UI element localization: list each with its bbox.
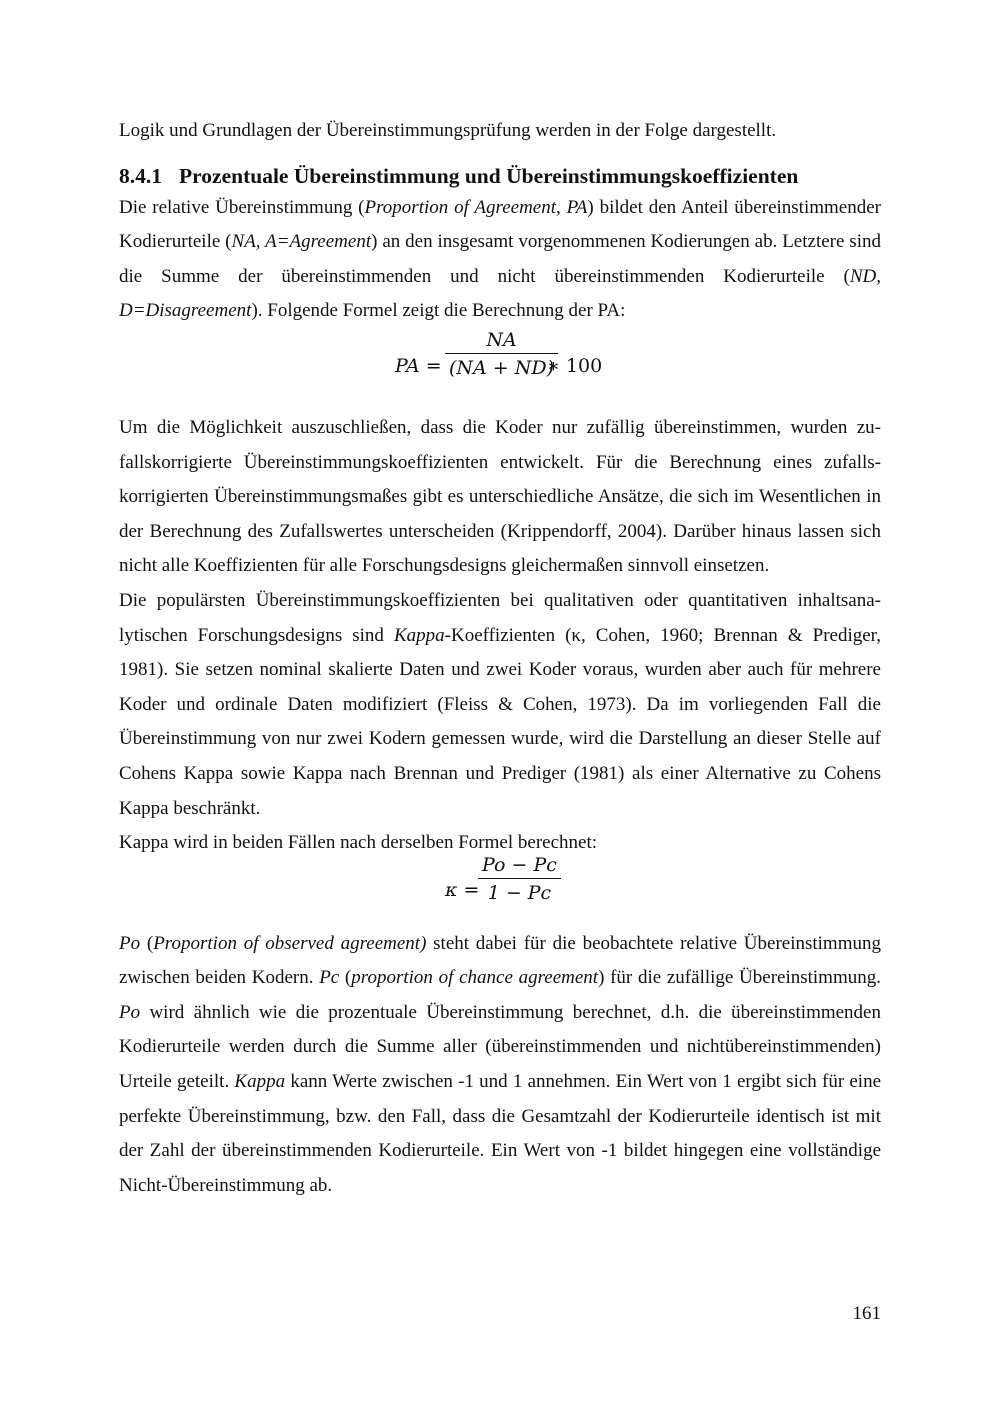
formula-pa-rhs: ∗ 100: [547, 354, 603, 377]
term-pc: Pc: [319, 967, 340, 989]
term-disagreement: ND, D=Disagreement: [119, 265, 881, 322]
text-run: Die populärsten Übereinstimmungskoeffizienten bei qualitativen oder quantitativen inhaltsanalytischen Forschungsdesigns sind: [119, 589, 881, 646]
text-run: -Koeffizienten (κ, Cohen, 1960; Brennan & Prediger, 1981). Sie setzen nominal skalierte Daten und zwei Koder voraus, wurden aber auch für mehrere Koder und ordinale Daten modifiziert (Fleiss & Cohen, 1973). Da im vorliegenden Fall die Übereinstimmung von nur zwei Kodern gemessen wurde, wird die Darstellung an dieser Stelle auf Cohens Kappa sowie Kappa nach Brennan und Prediger (1981) als einer Alternative zu Cohens Kappa beschränkt.: [119, 624, 881, 819]
formula-kappa-denominator: 1 − Pc: [487, 881, 552, 904]
section-title: Prozentuale Übereinstimmung und Übereinstimmungskoeffizienten: [179, 163, 799, 188]
paragraph-kappa-coefficients: [119, 584, 881, 826]
term-kappa: Kappa: [393, 624, 445, 646]
paragraph-pa-definition: [119, 191, 881, 329]
text-run: ) bildet den Anteil übereinstimmender Kodierurteile (: [119, 196, 881, 253]
formula-kappa-lhs: κ =: [445, 878, 480, 901]
formula-pa-fraction: [445, 327, 558, 382]
term-proportion-chance: proportion of chance agreement: [351, 967, 599, 989]
text-run: steht dabei für die beobachtete relative Übereinstimmung zwischen beiden Kodern.: [119, 932, 881, 989]
formula-pa-denominator: (NA + ND): [449, 356, 555, 379]
term-po: Po: [119, 932, 141, 954]
text-run: (: [140, 932, 154, 954]
formula-pa: [119, 329, 881, 411]
paragraph-chance-correction: Um die Möglichkeit auszuschließen, dass die Koder nur zufällig übereinstimmen, wurden zufallskorrigierte Übereinstimmungskoeffizienten entwickelt. Für die Berechnung eines zufallskorrigierten Übereinstimmungsmaßes gibt es unterschiedliche Ansätze, die sich im Wesentlichen in der Berechnung des Zufallswertes unterscheiden (Krippendorff, 2004). Darüber hinaus lassen sich nicht alle Koeffizienten für alle Forschungsdesigns gleichermaßen sinnvoll einsetzen.: [119, 416, 881, 577]
text-run: ). Folgende Formel zeigt die Berechnung der PA:: [251, 300, 626, 322]
page-body: [119, 110, 881, 1203]
text-run: Die relative Übereinstimmung (: [119, 196, 365, 218]
formula-kappa: [119, 853, 881, 927]
paragraph-kappa-formula-intro: Kappa wird in beiden Fällen nach derselben Formel berechnet:: [119, 832, 597, 854]
text-run: wird ähnlich wie die prozentuale Übereinstimmung berechnet, d.h. die übereinstimmenden Kodierurteile werden durch die Summe aller (übereinstimmenden und nichtübereinstimmenden) Urteile geteilt.: [119, 1001, 881, 1093]
formula-kappa-numerator: Po − Pc: [482, 853, 557, 876]
term-proportion-observed: Proportion of observed agreement): [153, 932, 427, 954]
paragraph-po-pc-explanation: [119, 927, 881, 1204]
text-run: ) an den insgesamt vorgenommenen Kodierungen ab. Letztere sind die Summe der übereinstimmenden und nicht übereinstimmenden Kodierurteile (: [119, 231, 881, 287]
text-run: kann Werte zwischen -1 und 1 annehmen. Ein Wert von 1 ergibt sich für eine perfekte Übereinstimmung, bzw. den Fall, dass die Gesamtzahl der Kodierurteile identisch ist mit der Zahl der übereinstimmenden Kodierurteile. Ein Wert von -1 bildet hingegen eine vollständige Nicht-Übereinstimmung ab.: [119, 1071, 882, 1196]
formula-kappa-fraction: [478, 852, 561, 907]
formula-pa-numerator: NA: [486, 328, 517, 351]
text-run: ) für die zufällige Übereinstimmung.: [598, 967, 881, 989]
term-kappa: Kappa: [234, 1071, 286, 1093]
section-number: 8.4.1: [119, 163, 162, 188]
term-po: Po: [119, 1001, 141, 1023]
formula-pa-lhs: PA =: [395, 354, 442, 377]
section-heading: [119, 161, 881, 191]
term-proportion-of-agreement: Proportion of Agreement, PA: [364, 196, 588, 218]
text-run: (: [339, 967, 352, 989]
page-number: 161: [852, 1303, 881, 1324]
intro-line: Logik und Grundlagen der Übereinstimmungsprüfung werden in der Folge dargestellt.: [119, 120, 777, 141]
term-agreement: NA, A=Agreement: [231, 231, 372, 253]
